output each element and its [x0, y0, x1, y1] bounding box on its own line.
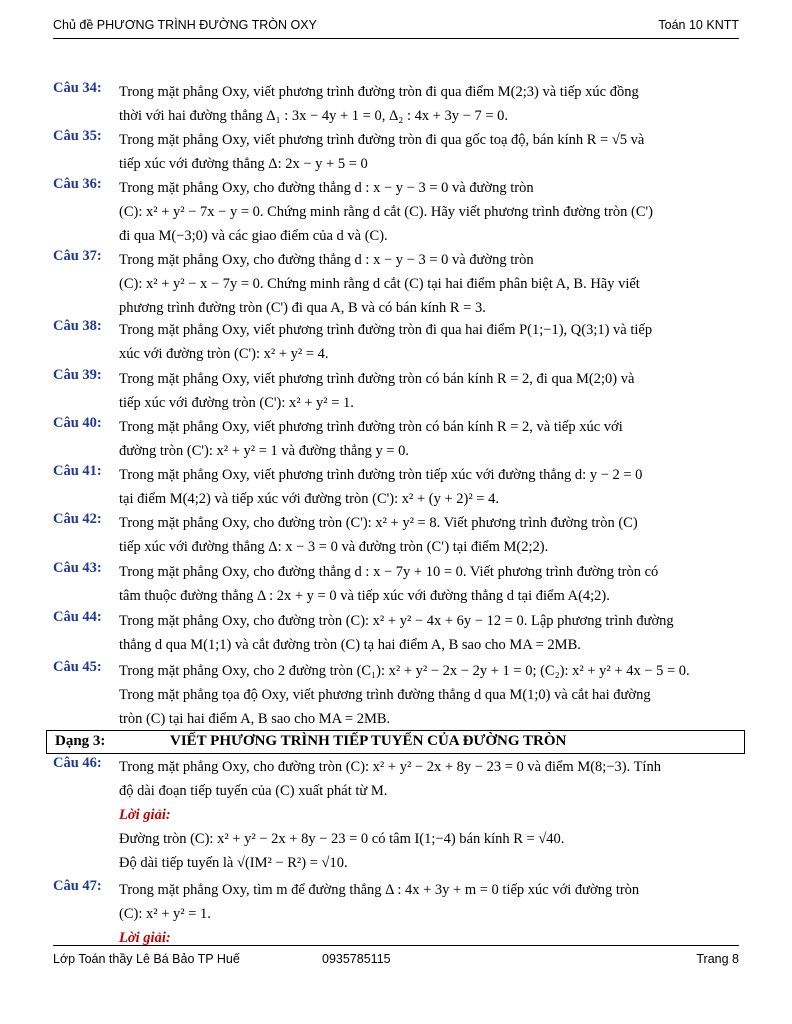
- question-line: (C): x² + y² − x − 7y = 0. Chứng minh rằng d cắt (C) tại hai điểm phân biệt A, B. Hãy viết: [119, 276, 640, 292]
- question-line: Trong mặt phẳng Oxy, cho đường tròn (C'): x² + y² = 8. Viết phương trình đường tròn (C): [119, 515, 638, 531]
- question-38: [53, 318, 739, 366]
- question-line: tiếp xúc với đường thẳng Δ: 2x − y + 5 = 0: [119, 156, 368, 172]
- question-label: Câu 36:: [53, 176, 102, 192]
- question-line: Trong mặt phẳng tọa độ Oxy, viết phương trình đường thẳng d qua M(1;0) và cắt hai đường: [119, 687, 651, 703]
- question-label: Câu 47:: [53, 878, 102, 894]
- question-line: Trong mặt phẳng Oxy, tìm m để đường thẳng Δ : 4x + 3y + m = 0 tiếp xúc với đường tròn: [119, 882, 640, 898]
- question-47: [53, 878, 739, 950]
- question-line: Trong mặt phẳng Oxy, cho đường thẳng d : x − 7y + 10 = 0. Viết phương trình đường tròn có: [119, 564, 659, 580]
- question-line: tâm thuộc đường thẳng Δ : 2x + y = 0 và tiếp xúc với đường thẳng d tại điểm A(4;2).: [119, 588, 610, 604]
- question-39: [53, 367, 739, 415]
- question-label: Câu 38:: [53, 318, 102, 334]
- question-label: Câu 34:: [53, 80, 102, 96]
- question-36: [53, 176, 739, 248]
- question-line: tiếp xúc với đường thẳng Δ: x − 3 = 0 và đường tròn (C′) tại điểm M(2;2).: [119, 539, 549, 555]
- solution-label: Lời giải:: [119, 807, 171, 823]
- question-42: [53, 511, 739, 559]
- section-label: Dạng 3:: [55, 733, 106, 749]
- page-header: [53, 16, 739, 39]
- question-37: [53, 248, 739, 320]
- solution-label: Lời giải:: [119, 930, 171, 946]
- question-label: Câu 44:: [53, 609, 102, 625]
- question-line: (C): x² + y² = 1.: [119, 906, 211, 922]
- question-line: phương trình đường tròn (C') đi qua A, B và có bán kính R = 3.: [119, 300, 486, 316]
- question-34: [53, 80, 739, 128]
- question-line: đường tròn (C'): x² + y² = 1 và đường thẳng y = 0.: [119, 443, 410, 459]
- question-line: Trong mặt phẳng Oxy, viết phương trình đường tròn có bán kính R = 2, đi qua M(2;0) và: [119, 371, 635, 387]
- header-course: Toán 10 KNTT: [658, 18, 739, 32]
- question-line: xúc với đường tròn (C'): x² + y² = 4.: [119, 346, 329, 362]
- question-label: Câu 45:: [53, 659, 102, 675]
- question-line: Trong mặt phẳng Oxy, viết phương trình đường tròn đi qua gốc toạ độ, bán kính R = √5 và: [119, 132, 645, 148]
- solution-line: Độ dài tiếp tuyến là √(IM² − R²) = √10.: [119, 855, 348, 871]
- footer-phone: 0935785115: [322, 952, 391, 966]
- question-line: thẳng d qua M(1;1) và cắt đường tròn (C) tạ hai điểm A, B sao cho MA = 2MB.: [119, 637, 581, 653]
- question-line: tròn (C) tại hai điểm A, B sao cho MA = 2MB.: [119, 711, 391, 727]
- question-46: [53, 755, 739, 875]
- question-line: độ dài đoạn tiếp tuyến của (C) xuất phát từ M.: [119, 783, 388, 799]
- section-title: VIẾT PHƯƠNG TRÌNH TIẾP TUYẾN CỦA ĐƯỜNG TRÒN: [170, 733, 567, 749]
- question-43: [53, 560, 739, 608]
- question-line: Trong mặt phẳng Oxy, viết phương trình đường tròn đi qua điểm M(2;3) và tiếp xúc đồng: [119, 84, 639, 100]
- question-line: Trong mặt phẳng Oxy, cho đường tròn (C): x² + y² − 4x + 6y − 12 = 0. Lập phương trình đường: [119, 613, 674, 629]
- question-label: Câu 35:: [53, 128, 102, 144]
- page-footer: [53, 945, 739, 970]
- question-label: Câu 37:: [53, 248, 102, 264]
- question-line: Trong mặt phẳng Oxy, cho đường tròn (C): x² + y² − 2x + 8y − 23 = 0 và điểm M(8;−3). Tính: [119, 759, 661, 775]
- question-label: Câu 42:: [53, 511, 102, 527]
- question-line: Trong mặt phẳng Oxy, viết phương trình đường tròn tiếp xúc với đường thẳng d: y − 2 = 0: [119, 467, 643, 483]
- question-line: Trong mặt phẳng Oxy, viết phương trình đường tròn đi qua hai điểm P(1;−1), Q(3;1) và tiếp: [119, 322, 653, 338]
- question-line: Trong mặt phẳng Oxy, cho đường thẳng d : x − y − 3 = 0 và đường tròn: [119, 252, 534, 268]
- question-label: Câu 39:: [53, 367, 102, 383]
- page-number: Trang 8: [696, 952, 739, 966]
- question-line: thời với hai đường thẳng Δ₁ : 3x − 4y + 1 = 0, Δ₂ : 4x + 3y − 7 = 0.: [119, 108, 509, 124]
- question-line: (C): x² + y² − 7x − y = 0. Chứng minh rằng d cắt (C). Hãy viết phương trình đường tròn (C'): [119, 204, 653, 220]
- question-41: [53, 463, 739, 511]
- question-line: Trong mặt phẳng Oxy, cho đường thẳng d : x − y − 3 = 0 và đường tròn: [119, 180, 534, 196]
- solution-line: Đường tròn (C): x² + y² − 2x + 8y − 23 = 0 có tâm I(1;−4) bán kính R = √40.: [119, 831, 565, 847]
- question-label: Câu 40:: [53, 415, 102, 431]
- question-44: [53, 609, 739, 657]
- question-line: Trong mặt phẳng Oxy, cho 2 đường tròn (C₁): x² + y² − 2x − 2y + 1 = 0; (C₂): x² + y² + 4x − 5 = 0.: [119, 663, 690, 679]
- question-label: Câu 41:: [53, 463, 102, 479]
- question-45: [53, 659, 739, 731]
- header-topic: Chủ đề PHƯƠNG TRÌNH ĐƯỜNG TRÒN OXY: [53, 18, 317, 32]
- question-line: đi qua M(−3;0) và các giao điểm của d và (C).: [119, 228, 388, 244]
- question-35: [53, 128, 739, 176]
- question-line: tại điểm M(4;2) và tiếp xúc với đường tròn (C'): x² + (y + 2)² = 4.: [119, 491, 499, 507]
- question-label: Câu 43:: [53, 560, 102, 576]
- question-line: tiếp xúc với đường tròn (C'): x² + y² = 1.: [119, 395, 354, 411]
- question-label: Câu 46:: [53, 755, 102, 771]
- question-40: [53, 415, 739, 463]
- question-line: Trong mặt phẳng Oxy, viết phương trình đường tròn có bán kính R = 2, và tiếp xúc với: [119, 419, 623, 435]
- footer-class-name: Lớp Toán thầy Lê Bá Bảo TP Huế: [53, 952, 240, 966]
- section-heading: [46, 730, 745, 754]
